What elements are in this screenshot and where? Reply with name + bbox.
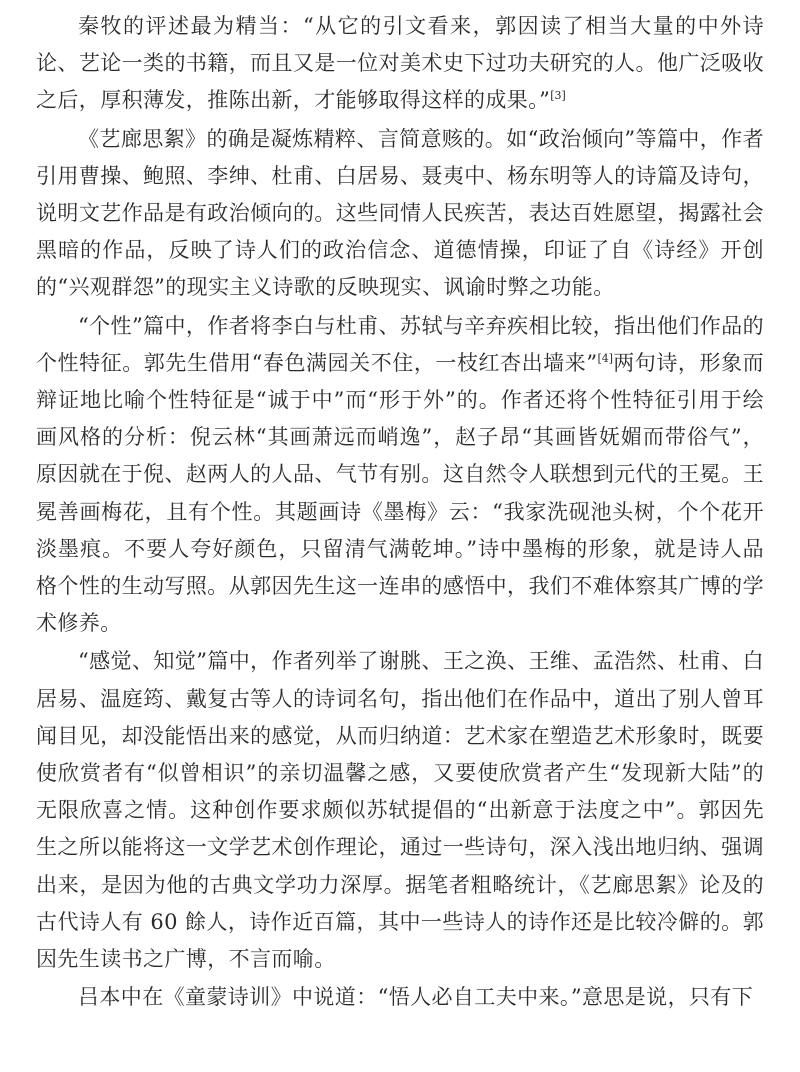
paragraph-text: 秦牧的评述最为精当：“从它的引文看来，郭因读了相当大量的中外诗论、艺论一类的书籍，而且又是一位对美术史下过功夫研究的人。他广泛吸收之后，厚积薄发，推陈出新，才能够取得这样的成果。” [36,14,764,113]
paragraph-lv-benzhong [36,979,764,1016]
footnote-ref-4: [4] [597,351,614,365]
footnote-ref-3: [3] [550,89,566,103]
paragraph-qinmu-review [36,8,764,120]
paragraph-political-tendency [36,121,764,307]
paragraph-text: 吕本中在《童蒙诗训》中说道：“悟人必自工夫中来。”意思是说，只有下 [78,985,754,1010]
paragraph-perception [36,643,764,978]
paragraph-text: 两句诗，形象而辩证地比喻个性特征是“诚于中”而“形于外”的。作者还将个性特征引用于绘画风格的分析：倪云林“其画萧远而峭逸”，赵子昂“其画皆妩媚而带俗气”，原因就在于倪、赵两人的人品、气节有别。这自然令人联想到元代的王冕。王冕善画梅花，且有个性。其题画诗《墨梅》云：“我家洗砚池头树，个个花开淡墨痕。不要人夸好颜色，只留清气满乾坤。”诗中墨梅的形象，就是诗人品格个性的生动写照。从郭因先生这一连串的感悟中，我们不难体察其广博的学术修养。 [36,350,764,636]
document-page [36,8,764,1016]
paragraph-text: 《艺廊思絮》的确是凝炼精粹、言简意赅的。如“政治倾向”等篇中，作者引用曹操、鲍照、李绅、杜甫、白居易、聂夷中、杨东明等人的诗篇及诗句，说明文艺作品是有政治倾向的。这些同情人民疾苦，表达百姓愿望，揭露社会黑暗的作品，反映了诗人们的政治信念、道德情操，印证了自《诗经》开创的“兴观群怨”的现实主义诗歌的反映现实、讽谕时弊之功能。 [36,126,764,300]
paragraph-personality [36,308,764,643]
paragraph-text: “感觉、知觉”篇中，作者列举了谢朓、王之涣、王维、孟浩然、杜甫、白居易、温庭筠、戴复古等人的诗词名句，指出他们在作品中，道出了别人曾耳闻目见，却没能悟出来的感觉，从而归纳道：艺术家在塑造艺术形象时，既要使欣赏者有“似曾相识”的亲切温馨之感，又要使欣赏者产生“发现新大陆”的无限欣喜之情。这种创作要求颇似苏轼提倡的“出新意于法度之中”。郭因先生之所以能将这一文学艺术创作理论，通过一些诗句，深入浅出地归纳、强调出来，是因为他的古典文学功力深厚。据笔者粗略统计，《艺廊思絮》论及的古代诗人有 60 餘人，诗作近百篇，其中一些诗人的诗作还是比较冷僻的。郭因先生读书之广博，不言而喻。 [36,649,764,972]
paragraph-text: “个性”篇中，作者将李白与杜甫、苏轼与辛弃疾相比较，指出他们作品的个性特征。郭先生借用“春色满园关不住，一枝红杏出墙来” [36,313,764,375]
